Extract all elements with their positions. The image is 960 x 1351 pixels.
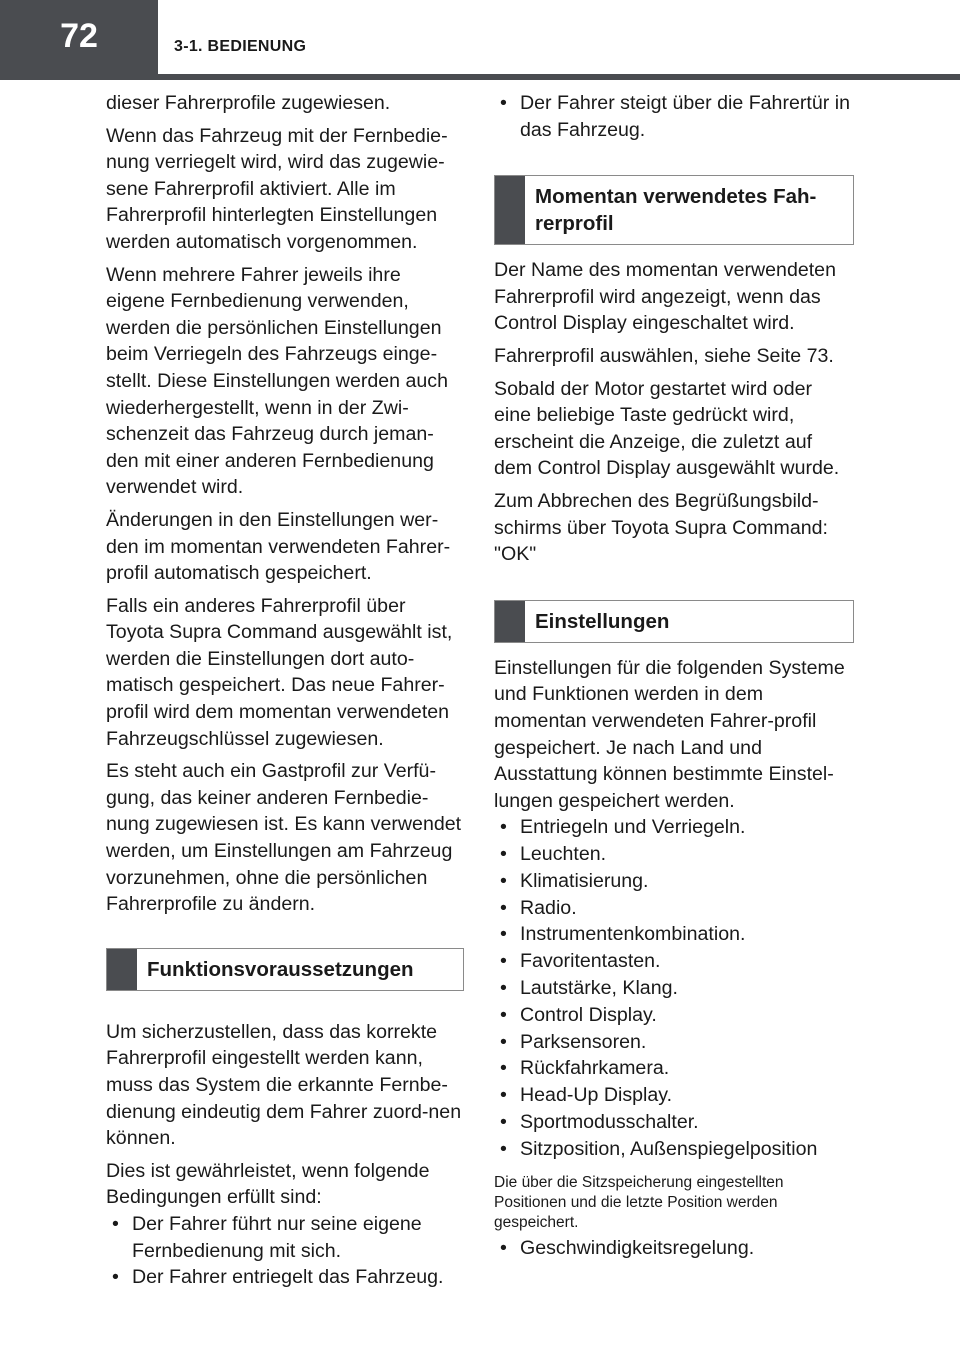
heading-text: Einstellungen: [535, 609, 670, 633]
conditions-list: [106, 1211, 464, 1291]
list-item: • Sportmodusschalter.: [494, 1109, 854, 1136]
settings-list: [494, 814, 854, 1162]
heading-bar: [495, 601, 525, 642]
heading-functions: [106, 948, 464, 991]
paragraph: Zum Abbrechen des Begrüßungsbild-schirms über Toyota Supra Command: "OK": [494, 489, 828, 566]
list-item: • Radio.: [494, 895, 854, 922]
paragraph: Der Name des momentan verwendeten Fahrerprofil wird angezeigt, wenn das Control Display eingeschaltet wird.: [494, 259, 836, 335]
paragraph: Um sicherzustellen, dass das korrekte Fahrerprofil eingestellt werden kann, muss das System die erkannte Fernbe-dienung eindeutig dem Fahrer zuord-nen können.: [106, 1020, 462, 1150]
list-item: • Control Display.: [494, 1002, 854, 1029]
left-column: [106, 90, 464, 1291]
right-column: [494, 90, 854, 1261]
paragraph: Sobald der Motor gestartet wird oder eine beliebige Taste gedrückt wird, erscheint die Anzeige, die zuletzt auf dem Control Display ausgewählt wurde.: [494, 377, 840, 480]
list-item: • Der Fahrer führt nur seine eigene Fernbedienung mit sich.: [106, 1211, 464, 1264]
page-number: 72: [60, 17, 98, 55]
paragraph: Wenn das Fahrzeug mit der Fernbedie-nung verriegelt wird, wird das zugewie-sene Fahrerprofil aktiviert. Alle im Fahrerprofil hinterlegten Einstellungen werden automatisch vorgenommen.: [106, 124, 448, 253]
section-title: 3-1. BEDIENUNG: [174, 38, 307, 55]
paragraph: Falls ein anderes Fahrerprofil über Toyota Supra Command ausgewählt ist, werden die Einstellungen dort auto-matisch gespeichert. Das neue Fahrer-profil wird dem momentan verwendeten Fahrzeugschlüssel zugewiesen.: [106, 594, 453, 750]
list-item: • Leuchten.: [494, 841, 854, 868]
list-item: • Entriegeln und Verriegeln.: [494, 814, 854, 841]
header-rule: [0, 74, 960, 80]
heading-text: Funktionsvoraussetzungen: [147, 957, 414, 981]
paragraph: Wenn mehrere Fahrer jeweils ihre eigene Fernbedienung verwenden, werden die persönlichen Einstellungen beim Verriegeln des Fahrzeugs einge-stellt. Diese Einstellungen werden auch wiederhergestellt, wenn in der Zwi-schenzeit das Fahrzeug durch jeman-den mit einer anderen Fernbedienung verwendet wird.: [106, 263, 449, 499]
paragraph: Änderungen in den Einstellungen wer-den im momentan verwendeten Fahrer-profil automatisch gespeichert.: [106, 508, 451, 585]
list-item: • Der Fahrer entriegelt das Fahrzeug.: [106, 1264, 464, 1291]
list-item: • Head-Up Display.: [494, 1082, 854, 1109]
list-item: • Sitzposition, Außenspiegelposition: [494, 1136, 854, 1163]
list-item: • Rückfahrkamera.: [494, 1055, 854, 1082]
heading-text: Momentan verwendetes Fah-rerprofil: [535, 185, 817, 236]
list-item: • Der Fahrer steigt über die Fahrertür in das Fahrzeug.: [494, 90, 854, 143]
heading-bar: [495, 176, 525, 244]
heading-current-profile: [494, 175, 854, 245]
paragraph: Fahrerprofil auswählen, siehe Seite 73.: [494, 344, 834, 367]
list-item: • Parksensoren.: [494, 1029, 854, 1056]
heading-settings: [494, 600, 854, 643]
paragraph: Es steht auch ein Gastprofil zur Verfü-gung, das keiner anderen Fernbedie-nung zugewiesen ist. Es kann verwendet werden, um Einstellungen am Fahrzeug vorzunehmen, ohne die persönlichen Fahrerprofile zu ändern.: [106, 760, 462, 916]
paragraph: dieser Fahrerprofile zugewiesen.: [106, 92, 391, 114]
list-item: • Klimatisierung.: [494, 868, 854, 895]
list-item: • Geschwindigkeitsregelung.: [494, 1235, 854, 1262]
paragraph: Dies ist gewährleistet, wenn folgende Bedingungen erfüllt sind:: [106, 1159, 430, 1209]
settings-list-last: [494, 1235, 854, 1262]
conditions-list-continued: [494, 90, 854, 143]
heading-bar: [107, 949, 137, 990]
seat-memory-note: Die über die Sitzspeicherung eingestellten Positionen und die letzte Position werden gespeichert.: [494, 1173, 784, 1231]
paragraph: Einstellungen für die folgenden Systeme und Funktionen werden in dem momentan verwendeten Fahrer-profil gespeichert. Je nach Land und Ausstattung können bestimmte Einstel-lungen gespeichert werden.: [494, 656, 845, 812]
list-item: • Instrumentenkombination.: [494, 921, 854, 948]
list-item: • Lautstärke, Klang.: [494, 975, 854, 1002]
list-item: • Favoritentasten.: [494, 948, 854, 975]
